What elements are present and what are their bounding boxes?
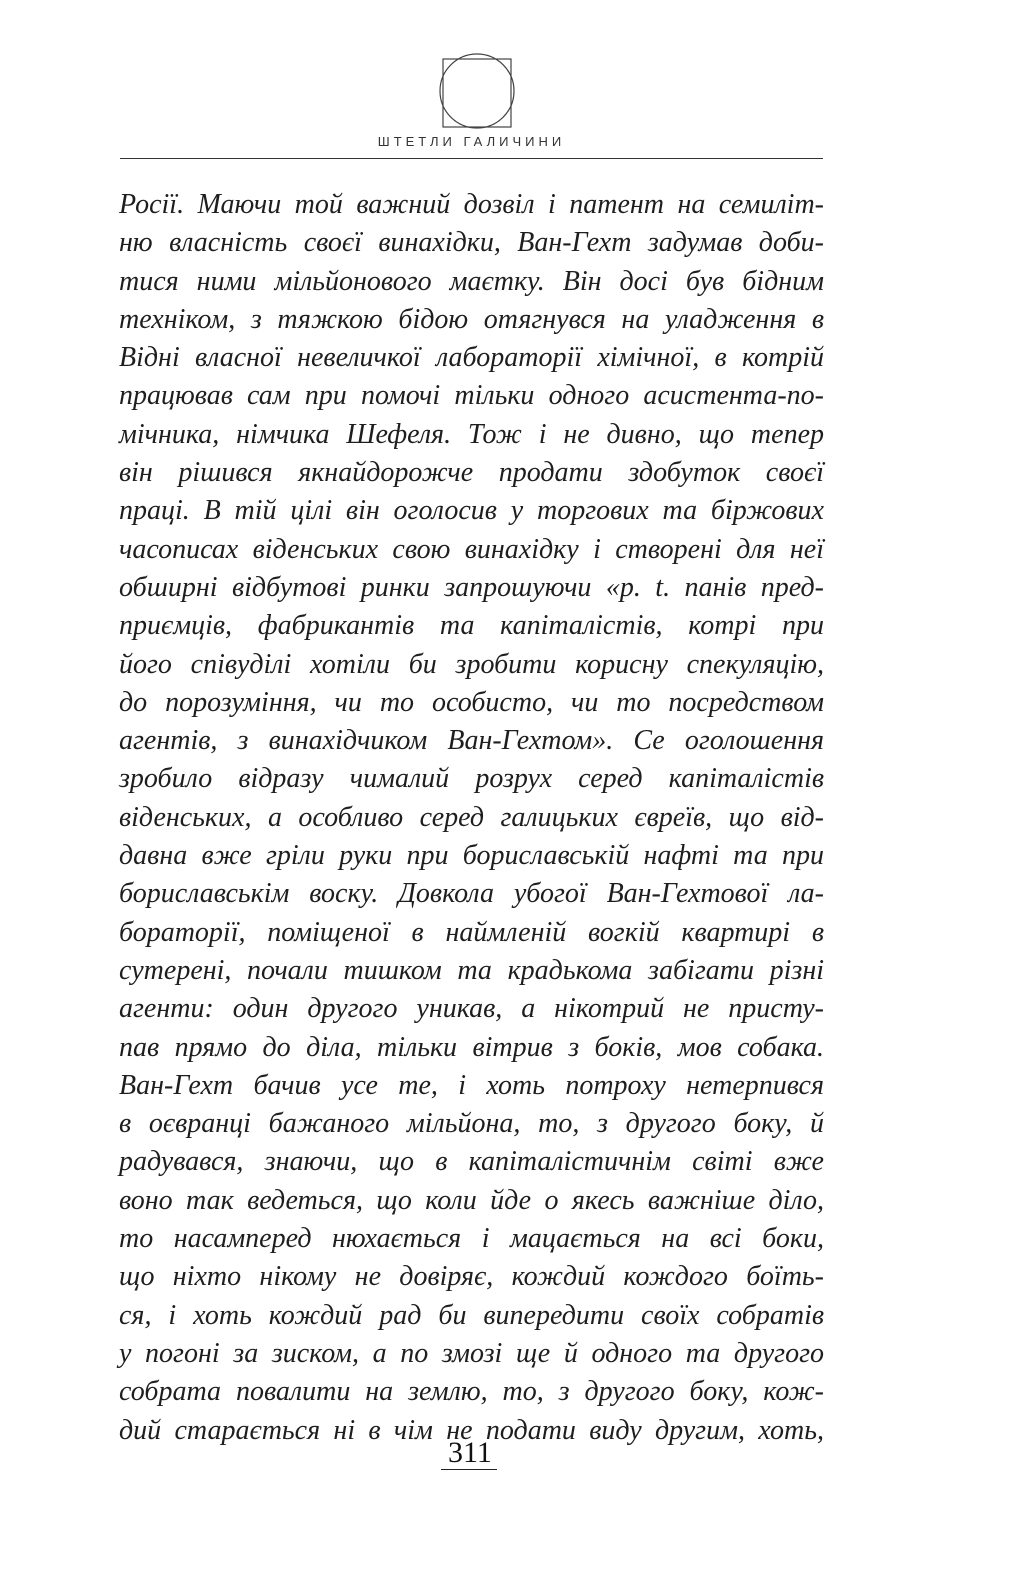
text-line: до порозуміння, чи то особисто, чи то посредством <box>119 686 824 718</box>
text-line: його співуділі хотіли би зробити корисну спекуляцію, <box>119 648 824 680</box>
text-line: то насамперед нюхається і мацається на всі боки, <box>119 1223 824 1255</box>
text-line: ню власність своєї винахідки, Ван-Гехт задумав доби- <box>119 227 824 259</box>
header-divider <box>120 158 823 159</box>
text-line: Ван-Гехт бачив усе те, і хоть потроху нетерпився <box>119 1069 824 1101</box>
running-header-title: ШТЕТЛИ ГАЛИЧИНИ <box>377 134 566 149</box>
text-line: техніком, з тяжкою бідою отягнувся на уладження в <box>119 303 824 335</box>
text-line: Відні власної невеличкої лабораторії хімічної, в котрій <box>119 342 824 374</box>
body-text <box>119 186 824 1450</box>
text-line: собрата повалити на землю, то, з другого боку, кож- <box>119 1376 824 1408</box>
text-line: радувався, знаючи, що в капіталістичнім світі вже <box>119 1146 824 1178</box>
text-line: він рішився якнайдорожче продати здобуток своєї <box>119 457 824 489</box>
text-line: ся, і хоть кождий рад би випередити своїх собратів <box>119 1299 824 1331</box>
text-line: праці. В тій цілі він оголосив у торгових та біржових <box>119 495 824 527</box>
text-line: у погоні за зиском, а по змозі ще й одного та другого <box>119 1337 824 1369</box>
page-number-rule <box>441 1469 497 1470</box>
text-line: працював сам при помочі тільки одного асистента-по- <box>119 380 824 412</box>
text-line: в оєвранці бажаного мільйона, то, з другого боку, й <box>119 1108 824 1140</box>
page-number: 311 <box>448 1436 492 1469</box>
text-line: дий старається ні в чім не подати виду другим, хоть, <box>119 1414 824 1446</box>
text-line: Росії. Маючи той важний дозвіл і патент на семиліт- <box>119 189 824 220</box>
text-line: бориславськім воску. Довкола убогої Ван-Гехтової ла- <box>119 878 824 910</box>
text-line: пав прямо до діла, тільки вітрив з боків, мов собака. <box>119 1031 824 1063</box>
text-line: тися ними мільйонового маєтку. Він досі був бідним <box>119 265 824 297</box>
text-line: агентів, з винахідчиком Ван-Гехтом». Се оголошення <box>119 725 824 757</box>
text-line: зробило відразу чималий розрух серед капіталістів <box>119 763 824 795</box>
text-line: мічника, німчика Шефеля. Тож і не дивно, що тепер <box>119 418 824 450</box>
text-line: обширні відбутові ринки запрошуючи «р. t. панів пред- <box>119 571 824 603</box>
text-line: часописах віденських свою винахідку і створені для неї <box>119 533 824 565</box>
text-line: бораторії, поміщеної в наймленій вогкій квартирі в <box>119 916 824 948</box>
text-line: сутерені, почали тишком та крадькома забігати різні <box>119 954 824 986</box>
text-line: віденських, а особливо серед галицьких євреїв, що від- <box>119 801 824 833</box>
circle-square-emblem-icon <box>432 50 522 130</box>
text-line: давна вже гріли руки при бориславській нафті та при <box>119 840 824 872</box>
text-line: що ніхто нікому не довіряє, кождий кождого боїть- <box>119 1261 824 1293</box>
text-line: приємців, фабрикантів та капіталістів, котрі при <box>119 610 824 642</box>
text-line: воно так ведеться, що коли йде о якесь важніше діло, <box>119 1184 824 1216</box>
text-line: агенти: один другого уникав, а нікотрий не присту- <box>119 993 824 1025</box>
